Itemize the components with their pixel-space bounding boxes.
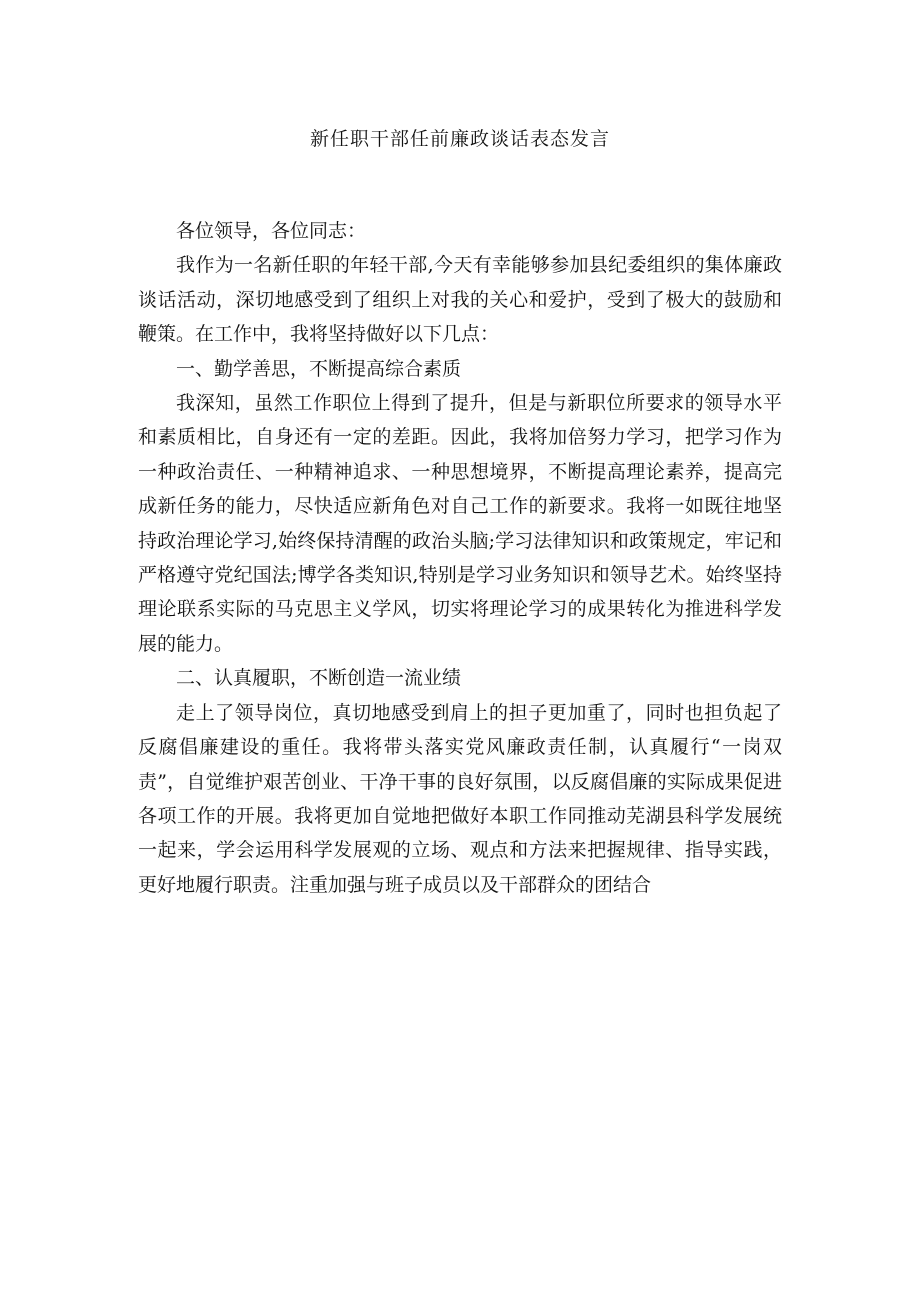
document-body (138, 214, 782, 902)
section-heading-1: 一、勤学善思，不断提高综合素质 (176, 357, 462, 380)
document-title: 新任职干部任前廉政谈话表态发言 (309, 128, 610, 150)
paragraph-section-2: 走上了领导岗位，真切地感受到肩上的担子更加重了，同时也担负起了反腐倡廉建设的重任。我将带头落实党风廉政责任制，认真履行“一岗双责”，自觉维护艰苦创业、干净干事的良好氛围，以反腐倡廉的实际成果促进各项工作的开展。我将更加自觉地把做好本职工作同推动芜湖县科学发展统一起来，学会运用科学发展观的立场、观点和方法来把握规律、指导实践，更好地履行职责。注重加强与班子成员以及干部群众的团结合 (138, 701, 782, 896)
salutation: 各位领导，各位同志： (176, 220, 367, 242)
paragraph-intro: 我作为一名新任职的年轻干部,今天有幸能够参加县纪委组织的集体廉政谈话活动，深切地感受到了组织上对我的关心和爱护，受到了极大的鼓励和鞭策。在工作中，我将坚持做好以下几点： (138, 254, 782, 346)
paragraph-section-1: 我深知，虽然工作职位上得到了提升，但是与新职位所要求的领导水平和素质相比，自身还有一定的差距。因此，我将加倍努力学习，把学习作为一种政治责任、一种精神追求、一种思想境界，不断提高理论素养，提高完成新任务的能力，尽快适应新角色对自己工作的新要求。我将一如既往地坚持政治理论学习,始终保持清醒的政治头脑;学习法律知识和政策规定，牢记和严格遵守党纪国法;博学各类知识,特别是学习业务知识和领导艺术。始终坚持理论联系实际的马克思主义学风，切实将理论学习的成果转化为推进科学发展的能力。 (138, 392, 782, 655)
section-heading-2: 二、认真履职，不断创造一流业绩 (176, 667, 462, 690)
